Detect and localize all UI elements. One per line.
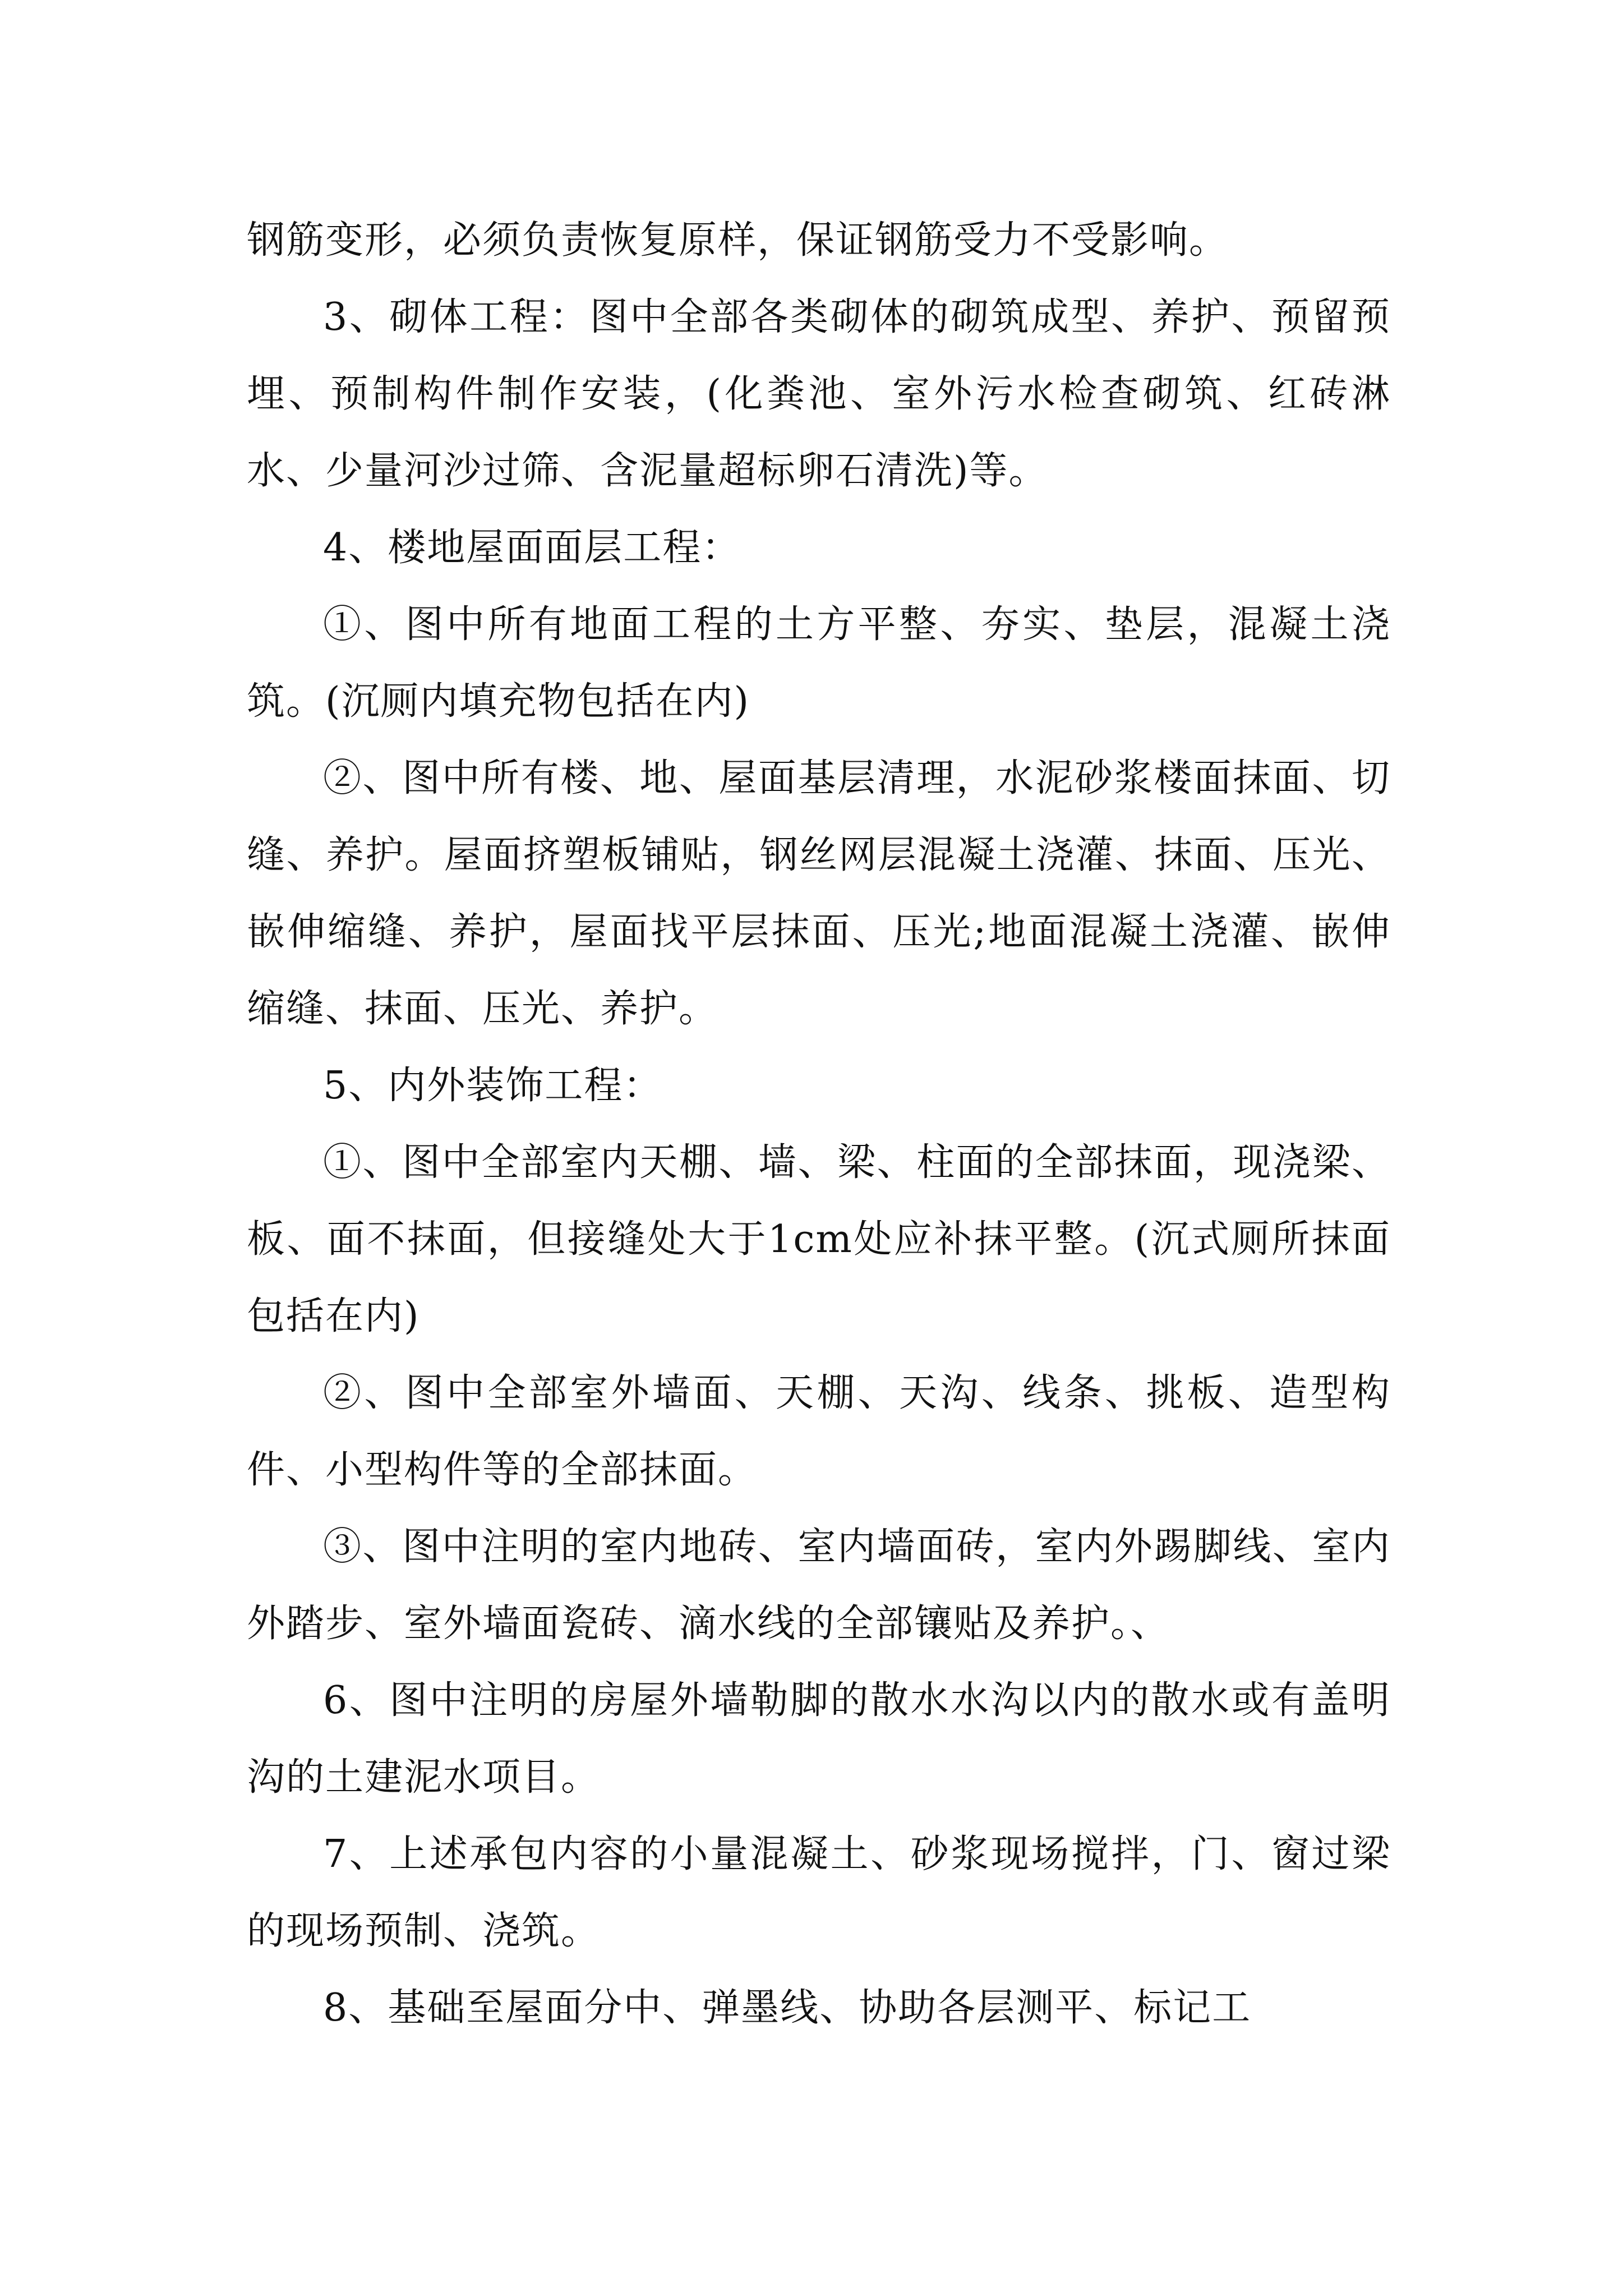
paragraph-interior-plastering: ①、图中全部室内天棚、墙、梁、柱面的全部抹面，现浇梁、板、面不抹面，但接缝处大于1cm处应补抹平整。(沉式厕所抹面包括在内)	[247, 1140, 1391, 1338]
paragraph-floor-base-works: ②、图中所有楼、地、屋面基层清理，水泥砂浆楼面抹面、切缝、养护。屋面挤塑板铺贴，钢丝网层混凝土浇灌、抹面、压光、嵌伸缩缝、养护，屋面找平层抹面、压光;地面混凝土浇灌、嵌伸缩缝、抹面、压光、养护。	[247, 756, 1391, 1031]
heading-floor-roof-surface-works: 4、楼地屋面面层工程：	[323, 526, 741, 570]
paragraph-layout-marking: 8、基础至屋面分中、弹墨线、协助各层测平、标记工	[323, 1986, 1252, 2030]
heading-decoration-works: 5、内外装饰工程：	[323, 1064, 663, 1108]
paragraph-tiling: ③、图中注明的室内地砖、室内墙面砖，室内外踢脚线、室内外踏步、室外墙面瓷砖、滴水线的全部镶贴及养护。、	[247, 1525, 1391, 1646]
paragraph-ground-works: ①、图中所有地面工程的土方平整、夯实、垫层，混凝土浇筑。(沉厕内填充物包括在内)	[247, 602, 1391, 724]
paragraph-exterior-plastering: ②、图中全部室外墙面、天棚、天沟、线条、挑板、造型构件、小型构件等的全部抹面。	[247, 1371, 1391, 1492]
document-body	[247, 202, 1391, 2046]
paragraph-apron-drain: 6、图中注明的房屋外墙勒脚的散水水沟以内的散水或有盖明沟的土建泥水项目。	[247, 1678, 1391, 1800]
paragraph-masonry-works: 3、砌体工程：图中全部各类砌体的砌筑成型、养护、预留预埋、预制构件制作安装，(化粪池、室外污水检查砌筑、红砖淋水、少量河沙过筛、含泥量超标卵石清洗)等。	[247, 295, 1391, 493]
paragraph-mixing-lintels: 7、上述承包内容的小量混凝土、砂浆现场搅拌，门、窗过梁的现场预制、浇筑。	[247, 1832, 1391, 1953]
paragraph-rebar-continuation: 钢筋变形，必须负责恢复原样，保证钢筋受力不受影响。	[247, 218, 1229, 263]
